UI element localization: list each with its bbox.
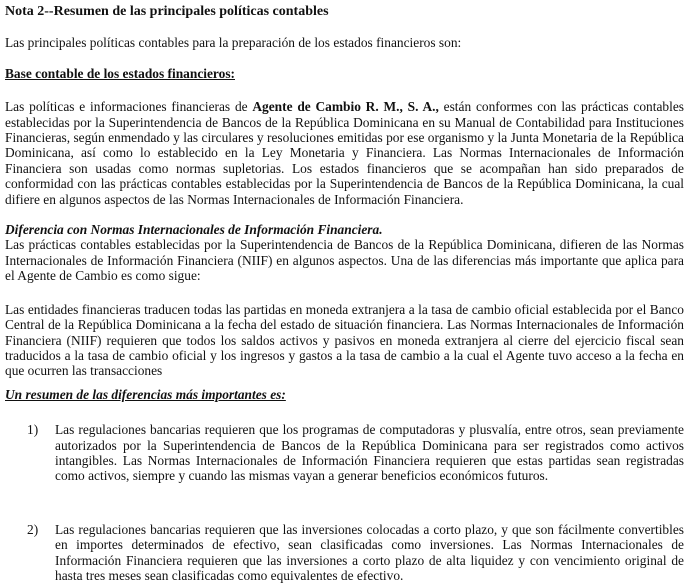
base-paragraph bbox=[5, 99, 684, 207]
base-heading: Base contable de los estados financieros: bbox=[5, 65, 235, 81]
base-paragraph-rest: están conformes con las prácticas contables establecidas por la Superintendencia de Bancos de la República Dominicana en su Manual de Contabilidad para Instituciones Financieras, según enmendado y las circulares y resoluciones emitidas por ese organismo y la Junta Monetaria de la República Dominicana, así como lo establecido en la Ley Monetaria y Financiera. Las Normas Internacionales de Información Financiera son usadas como normas supletorias. Los estados financieros que se acompañan han sido preparados de conformidad con las prácticas contables establecidas por la Superintendencia de Bancos de la República Dominicana, la cual difiere en algunos aspectos de las Normas Internacionales de Información Financiera. bbox=[5, 99, 684, 207]
list-item-text: Las regulaciones bancarias requieren que las inversiones colocadas a corto plazo, y que son fácilmente convertibles en importes determinados de efectivo, sean clasificadas como inversiones. Las Normas Internacionales de Información Financiera requieren que las inversiones a corto plazo de alta liquidez y con vencimiento original de hasta tres meses sean clasificadas como equivalentes de efectivo. bbox=[55, 521, 684, 583]
diff-heading: Diferencia con Normas Internacionales de Información Financiera. bbox=[5, 222, 383, 238]
base-paragraph-prefix: Las políticas e informaciones financieras de bbox=[5, 99, 253, 115]
intro-paragraph: Las principales políticas contables para la preparación de los estados financieros son: bbox=[5, 35, 462, 51]
list-item bbox=[5, 422, 684, 484]
entity-name: Agente de Cambio R. M., S. A., bbox=[252, 99, 439, 115]
entities-paragraph: Las entidades financieras traducen todas las partidas en moneda extranjera a la tasa de cambio oficial establecida por el Banco Central de la República Dominicana a la fecha del estado de situación financiera. Las Normas Internacionales de Información Financiera (NIIF) requieren que todos los saldos activos y pasivos en moneda extranjera al cierre del ejercicio fiscal sean traducidos a la tasa de cambio oficial y los ingresos y gastos a la tasa de cambio a la cual el Agente tuvo acceso a la fecha en que ocurren las transacciones bbox=[5, 301, 684, 379]
diff-paragraph: Las prácticas contables establecidas por la Superintendencia de Bancos de la República Dominicana, difieren de las Normas Internacionales de Información Financiera (NIIF) en algunos aspectos. Una de las diferencias más importante que aplica para el Agente de Cambio es como sigue: bbox=[5, 237, 684, 284]
list-item-number: 1) bbox=[27, 422, 39, 438]
note-title: Nota 2--Resumen de las principales políticas contables bbox=[5, 4, 329, 19]
list-item-text: Las regulaciones bancarias requieren que los programas de computadoras y plusvalía, entre otros, sean previamente autorizados por la Superintendencia de Bancos de la República Dominicana para ser registrados como activos intangibles. Las Normas Internacionales de Información Financiera requieren que estas partidas sean registradas como activos, siempre y cuando las mismas vayan a generar beneficios económicos futuros. bbox=[55, 422, 684, 484]
summary-heading: Un resumen de las diferencias más importantes es: bbox=[5, 386, 286, 402]
list-item-number: 2) bbox=[27, 521, 39, 537]
list-item bbox=[5, 522, 684, 583]
